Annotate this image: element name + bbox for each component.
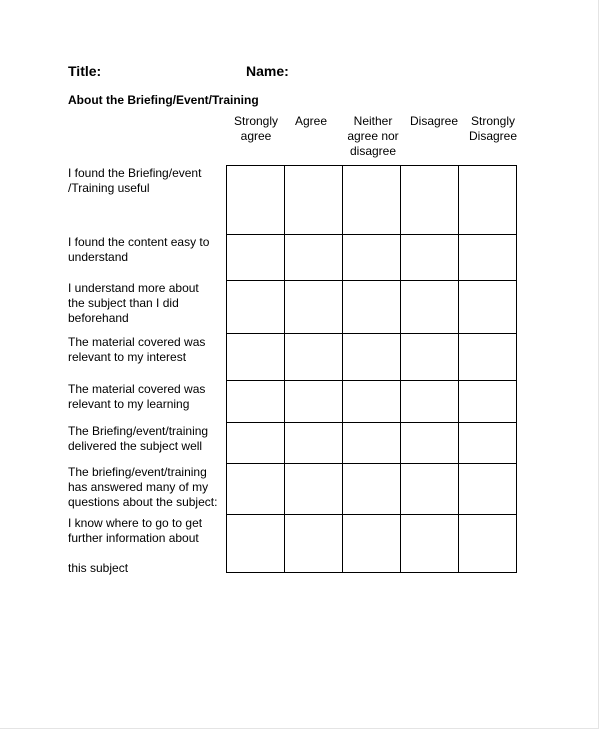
rating-cell[interactable] bbox=[459, 281, 517, 334]
rating-cell[interactable] bbox=[227, 381, 285, 423]
column-header-neither: Neither agree nor disagree bbox=[347, 114, 399, 158]
rating-cell[interactable] bbox=[285, 334, 343, 381]
rating-grid bbox=[226, 165, 517, 573]
rating-cell[interactable] bbox=[459, 515, 517, 573]
statement-understand-more: I understand more about the subject than I did beforehand bbox=[68, 281, 199, 325]
rating-cell[interactable] bbox=[227, 464, 285, 515]
column-header-disagree: Disagree bbox=[409, 114, 459, 128]
rating-cell[interactable] bbox=[459, 423, 517, 464]
section-heading: About the Briefing/Event/Training bbox=[68, 93, 259, 107]
rating-cell[interactable] bbox=[343, 235, 401, 281]
grid-row bbox=[227, 166, 517, 235]
statement-relevant-learning: The material covered was relevant to my learning bbox=[68, 382, 206, 411]
rating-cell[interactable] bbox=[343, 464, 401, 515]
column-header-strongly-agree: Strongly agree bbox=[233, 114, 279, 143]
rating-cell[interactable] bbox=[459, 166, 517, 235]
grid-row bbox=[227, 235, 517, 281]
rating-cell[interactable] bbox=[401, 381, 459, 423]
rating-cell[interactable] bbox=[401, 464, 459, 515]
rating-cell[interactable] bbox=[459, 464, 517, 515]
rating-cell[interactable] bbox=[343, 334, 401, 381]
column-header-agree: Agree bbox=[294, 114, 328, 128]
rating-cell[interactable] bbox=[285, 235, 343, 281]
statement-useful: I found the Briefing/event /Training useful bbox=[68, 166, 202, 195]
rating-cell[interactable] bbox=[285, 281, 343, 334]
rating-cell[interactable] bbox=[343, 515, 401, 573]
rating-cell[interactable] bbox=[401, 166, 459, 235]
rating-cell[interactable] bbox=[285, 515, 343, 573]
statement-easy-to-understand: I found the content easy to understand bbox=[68, 235, 210, 264]
rating-cell[interactable] bbox=[285, 423, 343, 464]
rating-cell[interactable] bbox=[401, 281, 459, 334]
grid-row bbox=[227, 515, 517, 573]
grid-row bbox=[227, 423, 517, 464]
rating-cell[interactable] bbox=[227, 334, 285, 381]
rating-cell[interactable] bbox=[227, 423, 285, 464]
statement-delivered-well: The Briefing/event/training delivered the subject well bbox=[68, 424, 209, 453]
rating-cell[interactable] bbox=[227, 166, 285, 235]
rating-cell[interactable] bbox=[285, 464, 343, 515]
column-header-strongly-disagree: Strongly Disagree bbox=[468, 114, 518, 143]
rating-cell[interactable] bbox=[401, 423, 459, 464]
grid-row bbox=[227, 281, 517, 334]
grid-row bbox=[227, 381, 517, 423]
grid-row bbox=[227, 334, 517, 381]
rating-cell[interactable] bbox=[459, 235, 517, 281]
statement-answered-questions: The briefing/event/training has answered many of my questions about the subject: bbox=[68, 465, 218, 509]
rating-cell[interactable] bbox=[343, 423, 401, 464]
rating-cell[interactable] bbox=[401, 235, 459, 281]
rating-cell[interactable] bbox=[343, 381, 401, 423]
rating-cell[interactable] bbox=[343, 166, 401, 235]
name-label: Name: bbox=[246, 63, 289, 79]
grid-row bbox=[227, 464, 517, 515]
rating-cell[interactable] bbox=[459, 334, 517, 381]
rating-cell[interactable] bbox=[343, 281, 401, 334]
title-label: Title: bbox=[68, 63, 102, 79]
rating-cell[interactable] bbox=[285, 381, 343, 423]
rating-cell[interactable] bbox=[401, 515, 459, 573]
statement-further-information: I know where to go to get further information about this subject bbox=[68, 516, 203, 575]
rating-cell[interactable] bbox=[227, 281, 285, 334]
rating-cell[interactable] bbox=[401, 334, 459, 381]
statement-relevant-interest: The material covered was relevant to my interest bbox=[68, 335, 206, 364]
rating-cell[interactable] bbox=[285, 166, 343, 235]
rating-cell[interactable] bbox=[459, 381, 517, 423]
rating-cell[interactable] bbox=[227, 235, 285, 281]
rating-cell[interactable] bbox=[227, 515, 285, 573]
